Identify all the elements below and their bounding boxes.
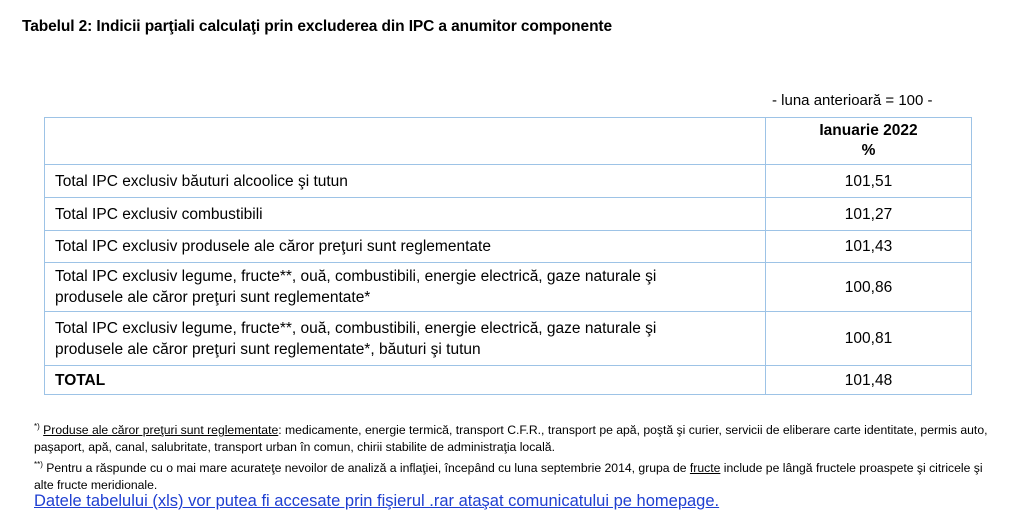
row-value: 101,43 xyxy=(766,231,972,263)
indices-table xyxy=(44,117,972,395)
row-value: 100,86 xyxy=(766,263,972,312)
row-value: 100,81 xyxy=(766,312,972,366)
header-empty-cell xyxy=(45,118,766,165)
download-data-link[interactable]: Datele tabelului (xls) vor putea fi accesate prin fişierul .rar ataşat comunicatului pe homepage. xyxy=(34,492,720,510)
total-value: 101,48 xyxy=(766,366,972,395)
row-label-line: Total IPC exclusiv legume, fructe**, ouă, combustibili, energie electrică, gaze naturale şi xyxy=(55,268,657,285)
footnote-fruits xyxy=(34,456,1004,494)
footnote-mark: *) xyxy=(34,422,40,431)
row-label xyxy=(45,312,766,366)
unit-note: - luna anterioară = 100 - xyxy=(772,92,933,109)
table-row xyxy=(45,263,972,312)
table-row xyxy=(45,198,972,231)
row-label-line: Total IPC exclusiv legume, fructe**, ouă, combustibili, energie electrică, gaze naturale şi xyxy=(55,319,657,337)
row-label xyxy=(45,263,766,312)
header-period-cell xyxy=(766,118,972,165)
table-title: Tabelul 2: Indicii parţiali calculaţi prin excluderea din IPC a anumitor componente xyxy=(22,18,613,35)
row-value: 101,51 xyxy=(766,165,972,198)
footnote-text: include pe lângă fructele proaspete şi citricele şi alte fructe meridionale. xyxy=(34,461,983,493)
row-label-line: produsele ale căror preţuri sunt reglementate*, băuturi şi tutun xyxy=(55,340,481,358)
table-row xyxy=(45,312,972,366)
row-value: 101,27 xyxy=(766,198,972,231)
footnote-term: fructe xyxy=(689,461,721,476)
row-label: Total IPC exclusiv combustibili xyxy=(45,198,766,231)
total-row xyxy=(45,366,972,395)
row-label-line: produsele ale căror preţuri sunt reglementate* xyxy=(55,289,371,306)
footnote-text: : medicamente, energie termică, transport C.F.R., transport pe apă, poştă şi curier, servicii de eliberare carte identitate, permis auto, paşaport, apă, canal, salubritate, transport urban în comun, chirii stabilite de administraţia locală. xyxy=(34,423,988,455)
table-row xyxy=(45,231,972,263)
table-header-row xyxy=(45,118,972,165)
footnote-mark: **) xyxy=(34,460,43,470)
row-label: Total IPC exclusiv băuturi alcoolice şi tutun xyxy=(45,165,766,198)
header-period: Ianuarie 2022 xyxy=(819,122,918,139)
footnotes xyxy=(34,418,1004,494)
footnote-regulated-prices xyxy=(34,418,1004,456)
table-row xyxy=(45,165,972,198)
total-label: TOTAL xyxy=(45,366,766,395)
footnote-term: Produse ale căror preţuri sunt reglementate xyxy=(43,423,279,438)
row-label: Total IPC exclusiv produsele ale căror preţuri sunt reglementate xyxy=(45,231,766,263)
header-unit: % xyxy=(861,142,876,159)
footnote-text: Pentru a răspunde cu o mai mare acurateţe nevoilor de analiză a inflaţiei, începând cu luna septembrie 2014, grupa de xyxy=(42,461,690,476)
